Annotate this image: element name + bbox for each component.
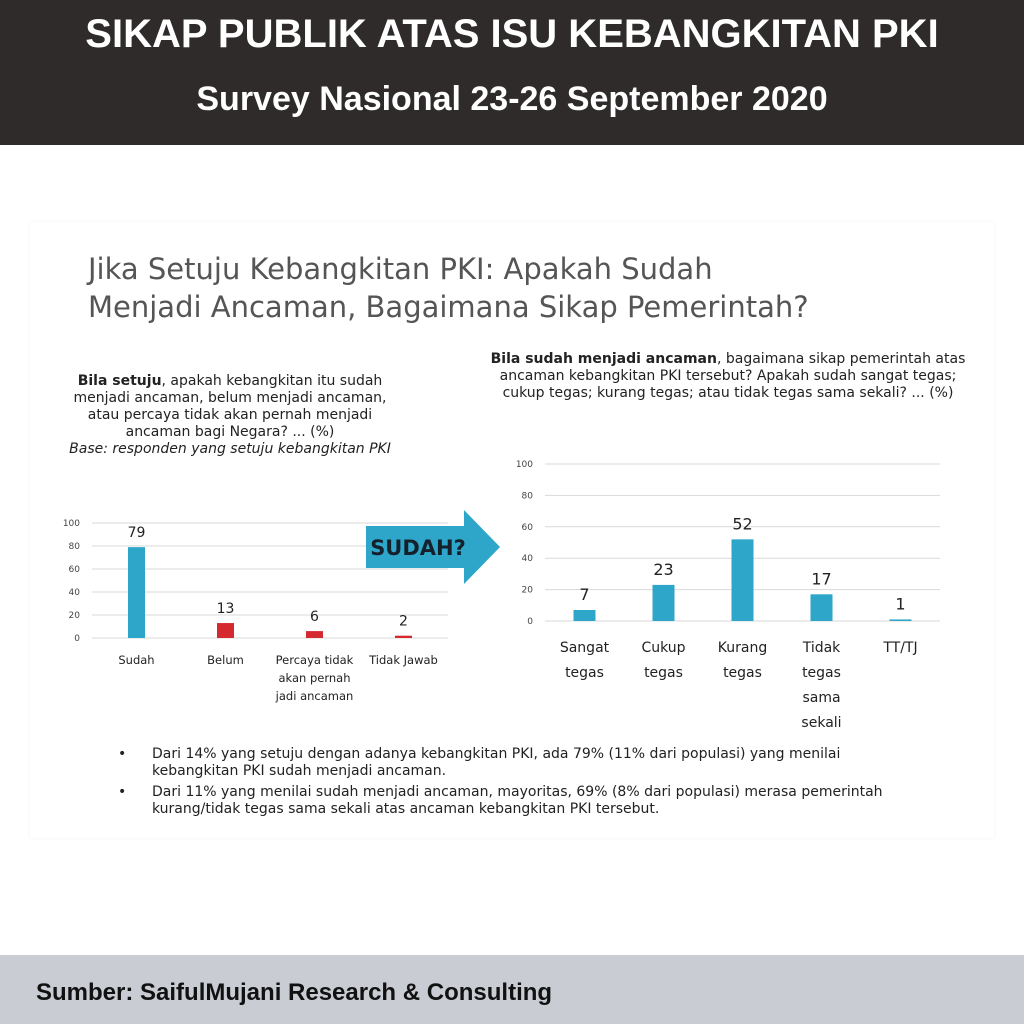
data-label: 1 xyxy=(895,594,906,614)
slide-title-line1: Jika Setuju Kebangkitan PKI: Apakah Sudah xyxy=(88,252,713,286)
category-label: tegas xyxy=(644,665,683,681)
bar xyxy=(811,594,833,621)
header-banner xyxy=(0,0,1024,145)
data-label: 7 xyxy=(579,585,590,605)
header-subtitle: Survey Nasional 23-26 September 2020 xyxy=(196,80,828,118)
y-tick-label: 60 xyxy=(68,565,80,575)
y-tick-label: 60 xyxy=(521,522,533,533)
sudah-arrow xyxy=(362,508,504,586)
category-label: Belum xyxy=(207,653,244,667)
category-label: sekali xyxy=(801,715,842,731)
bar xyxy=(395,636,412,638)
y-tick-label: 100 xyxy=(515,460,533,470)
bullet-item xyxy=(118,746,918,780)
data-label: 23 xyxy=(653,559,674,579)
left-question xyxy=(60,373,400,458)
category-label: tegas xyxy=(565,665,604,681)
category-label: Sudah xyxy=(118,653,155,667)
right-question-text: , bagaimana sikap pemerintah atas ancaman kebangkitan PKI tersebut? Apakah sudah sangat tegas; cukup tegas; kurang tegas; atau tidak tegas sama sekali? ... (%) xyxy=(499,351,966,401)
y-tick-label: 20 xyxy=(521,585,533,596)
y-tick-label: 40 xyxy=(521,554,533,565)
right-question xyxy=(478,351,978,402)
right-bar-chart xyxy=(505,450,955,740)
y-tick-label: 80 xyxy=(68,542,80,552)
y-tick-label: 0 xyxy=(74,634,80,644)
source-text: Sumber: SaifulMujani Research & Consulting xyxy=(36,979,553,1006)
left-question-text: , apakah kebangkitan itu sudah menjadi ancaman, belum menjadi ancaman, atau percaya tidak akan pernah menjadi ancaman bagi Negara? ... (%) xyxy=(73,373,387,440)
data-label: 2 xyxy=(399,613,408,630)
data-label: 13 xyxy=(216,601,235,618)
header-title: SIKAP PUBLIK ATAS ISU KEBANGKITAN PKI xyxy=(85,12,939,56)
bullet-list xyxy=(118,746,918,822)
bar xyxy=(217,623,234,638)
category-label: tegas xyxy=(723,665,762,681)
data-label: 52 xyxy=(732,514,753,534)
category-label: tegas xyxy=(802,665,841,681)
bar xyxy=(732,539,754,621)
arrow-label: SUDAH? xyxy=(370,536,466,560)
data-label: 6 xyxy=(310,609,319,626)
category-label: Sangat xyxy=(559,640,610,656)
category-label: Percaya tidak xyxy=(275,653,354,667)
left-question-bold: Bila setuju xyxy=(77,373,162,389)
bullet-text-2: Dari 11% yang menilai sudah menjadi ancaman, mayoritas, 69% (8% dari populasi) merasa pemerintah kurang/tidak tegas sama sekali atas ancaman kebangkitan PKI tersebut. xyxy=(152,784,883,817)
y-tick-label: 80 xyxy=(521,491,533,502)
bar xyxy=(890,619,912,621)
slide-title xyxy=(88,250,968,326)
bar xyxy=(574,610,596,621)
category-label: sama xyxy=(802,690,841,706)
left-question-base: Base: responden yang setuju kebangkitan PKI xyxy=(69,441,391,457)
y-tick-label: 100 xyxy=(62,519,80,529)
bar xyxy=(306,631,323,638)
footer xyxy=(0,955,1024,1024)
slide-title-line2: Menjadi Ancaman, Bagaimana Sikap Pemerintah? xyxy=(88,290,809,324)
data-label: 79 xyxy=(127,525,146,542)
right-question-bold: Bila sudah menjadi ancaman xyxy=(490,351,717,367)
bar xyxy=(128,547,145,638)
category-label: jadi ancaman xyxy=(275,689,354,703)
data-label: 17 xyxy=(811,569,832,589)
category-label: Kurang xyxy=(717,640,768,656)
bullet-symbol: • xyxy=(118,784,127,800)
y-tick-label: 40 xyxy=(68,588,80,598)
bar xyxy=(653,585,675,621)
category-label: akan pernah xyxy=(278,671,351,685)
category-label: Tidak Jawab xyxy=(369,653,438,667)
category-label: Tidak xyxy=(802,640,841,656)
bullet-symbol: • xyxy=(118,746,127,762)
category-label: TT/TJ xyxy=(883,640,918,656)
y-tick-label: 20 xyxy=(68,611,80,621)
bullet-item xyxy=(118,784,918,818)
bullet-text-1: Dari 14% yang setuju dengan adanya kebangkitan PKI, ada 79% (11% dari populasi) yang menilai kebangkitan PKI sudah menjadi ancaman. xyxy=(152,746,841,779)
category-label: Cukup xyxy=(641,640,686,656)
y-tick-label: 0 xyxy=(527,617,533,627)
